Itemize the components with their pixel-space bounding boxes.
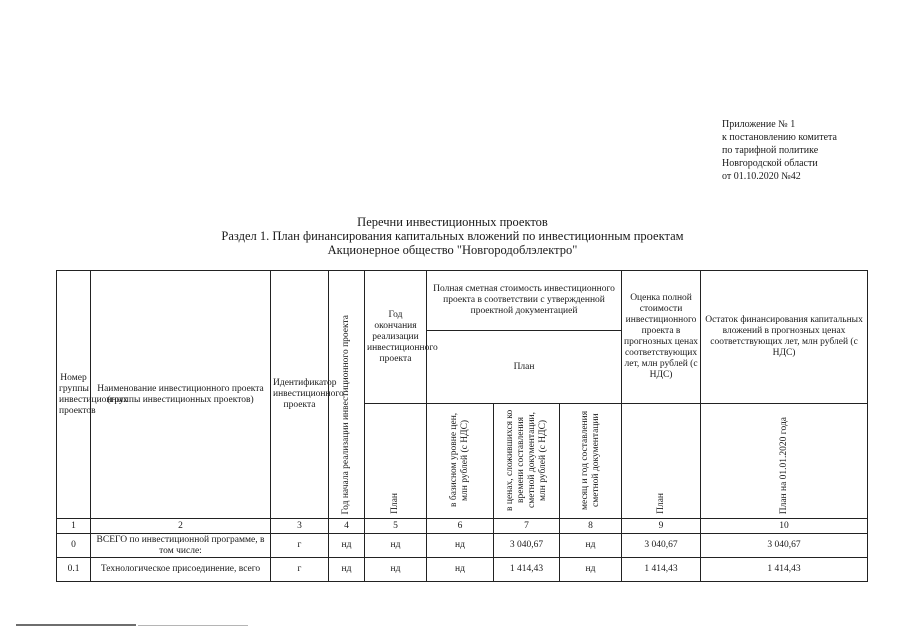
header-plan-2020: План на 01.01.2020 года	[778, 416, 789, 514]
header-remainder: Остаток финансирования капитальных вложений в прогнозных ценах соответствующих лет, млн рублей (с НДС)	[701, 271, 868, 404]
row-cell: 3 040,67	[622, 534, 701, 558]
header-end-year: Год окончания реализации инвестиционного проекта	[365, 271, 427, 404]
row-cell: 3 040,67	[701, 534, 868, 558]
row-cell: 0.1	[57, 558, 91, 582]
appendix-block	[722, 118, 837, 183]
header-estimate-plan: План	[655, 493, 666, 514]
row-cell: нд	[560, 558, 622, 582]
row-cell: 0	[57, 534, 91, 558]
appendix-line-5: от 01.10.2020 №42	[722, 171, 801, 182]
header-start-year: Год начала реализации инвестиционного проекта	[341, 314, 351, 514]
row-cell: Технологическое присоединение, всего	[91, 558, 271, 582]
investment-projects-table	[56, 270, 868, 582]
header-base-price: в базисном уровне цен, млн рублей (с НДС)	[449, 412, 470, 508]
header-current-price-cell	[494, 404, 560, 519]
header-estimate: Оценка полной стоимости инвестиционного проекта в прогнозных ценах соответствующих лет, млн рублей (с НДС)	[622, 271, 701, 404]
header-base-price-cell	[427, 404, 494, 519]
row-cell: 1 414,43	[622, 558, 701, 582]
row-cell: нд	[329, 534, 365, 558]
column-number: 3	[271, 519, 329, 534]
row-cell: г	[271, 534, 329, 558]
header-identifier: Идентификатор инвестиционного проекта	[271, 271, 329, 519]
appendix-line-1: Приложение № 1	[722, 119, 796, 130]
row-cell: 1 414,43	[701, 558, 868, 582]
header-plan: План	[390, 493, 400, 514]
row-cell: нд	[427, 558, 494, 582]
appendix-line-2: к постановлению комитета	[722, 132, 837, 143]
column-number-row	[57, 519, 868, 534]
row-cell: ВСЕГО по инвестиционной программе, в том числе:	[91, 534, 271, 558]
header-cost-plan: План	[427, 331, 622, 404]
row-cell: нд	[365, 534, 427, 558]
column-number: 8	[560, 519, 622, 534]
header-month-year-cell	[560, 404, 622, 519]
row-cell: нд	[427, 534, 494, 558]
page-edge-line	[138, 625, 248, 626]
header-month-year: месяц и год составления сметной документации	[579, 410, 601, 510]
column-number: 1	[57, 519, 91, 534]
column-number: 4	[329, 519, 365, 534]
header-plan-2020-cell	[701, 404, 868, 519]
header-full-cost: Полная сметная стоимость инвестиционного проекта в соответствии с утвержденной проектной документацией	[427, 271, 622, 331]
column-number: 9	[622, 519, 701, 534]
header-plan-cell	[365, 404, 427, 519]
row-cell: 3 040,67	[494, 534, 560, 558]
title-line-1: Перечни инвестиционных проектов	[357, 215, 548, 229]
table-row	[57, 558, 868, 582]
header-group-number: Номер группы инвестиционных проектов	[57, 271, 91, 519]
row-cell: нд	[560, 534, 622, 558]
title-line-3: Акционерное общество "Новгородоблэлектро"	[327, 243, 578, 257]
appendix-line-4: Новгородской области	[722, 158, 818, 169]
column-number: 5	[365, 519, 427, 534]
column-number: 6	[427, 519, 494, 534]
row-cell: 1 414,43	[494, 558, 560, 582]
title-line-2: Раздел 1. План финансирования капитальных вложений по инвестиционным проектам	[221, 229, 684, 243]
row-cell: г	[271, 558, 329, 582]
column-number: 10	[701, 519, 868, 534]
column-number: 2	[91, 519, 271, 534]
column-number: 7	[494, 519, 560, 534]
row-cell: нд	[365, 558, 427, 582]
header-estimate-plan-cell	[622, 404, 701, 519]
table-row	[57, 534, 868, 558]
page-edge-line	[16, 624, 136, 626]
appendix-line-3: по тарифной политике	[722, 145, 819, 156]
row-cell: нд	[329, 558, 365, 582]
header-current-price: в ценах, сложившихся ко времени составления сметной документации, млн рублей (с НДС)	[504, 409, 548, 511]
document-titles	[0, 215, 905, 257]
header-project-name: Наименование инвестиционного проекта (группы инвестиционных проектов)	[91, 271, 271, 519]
